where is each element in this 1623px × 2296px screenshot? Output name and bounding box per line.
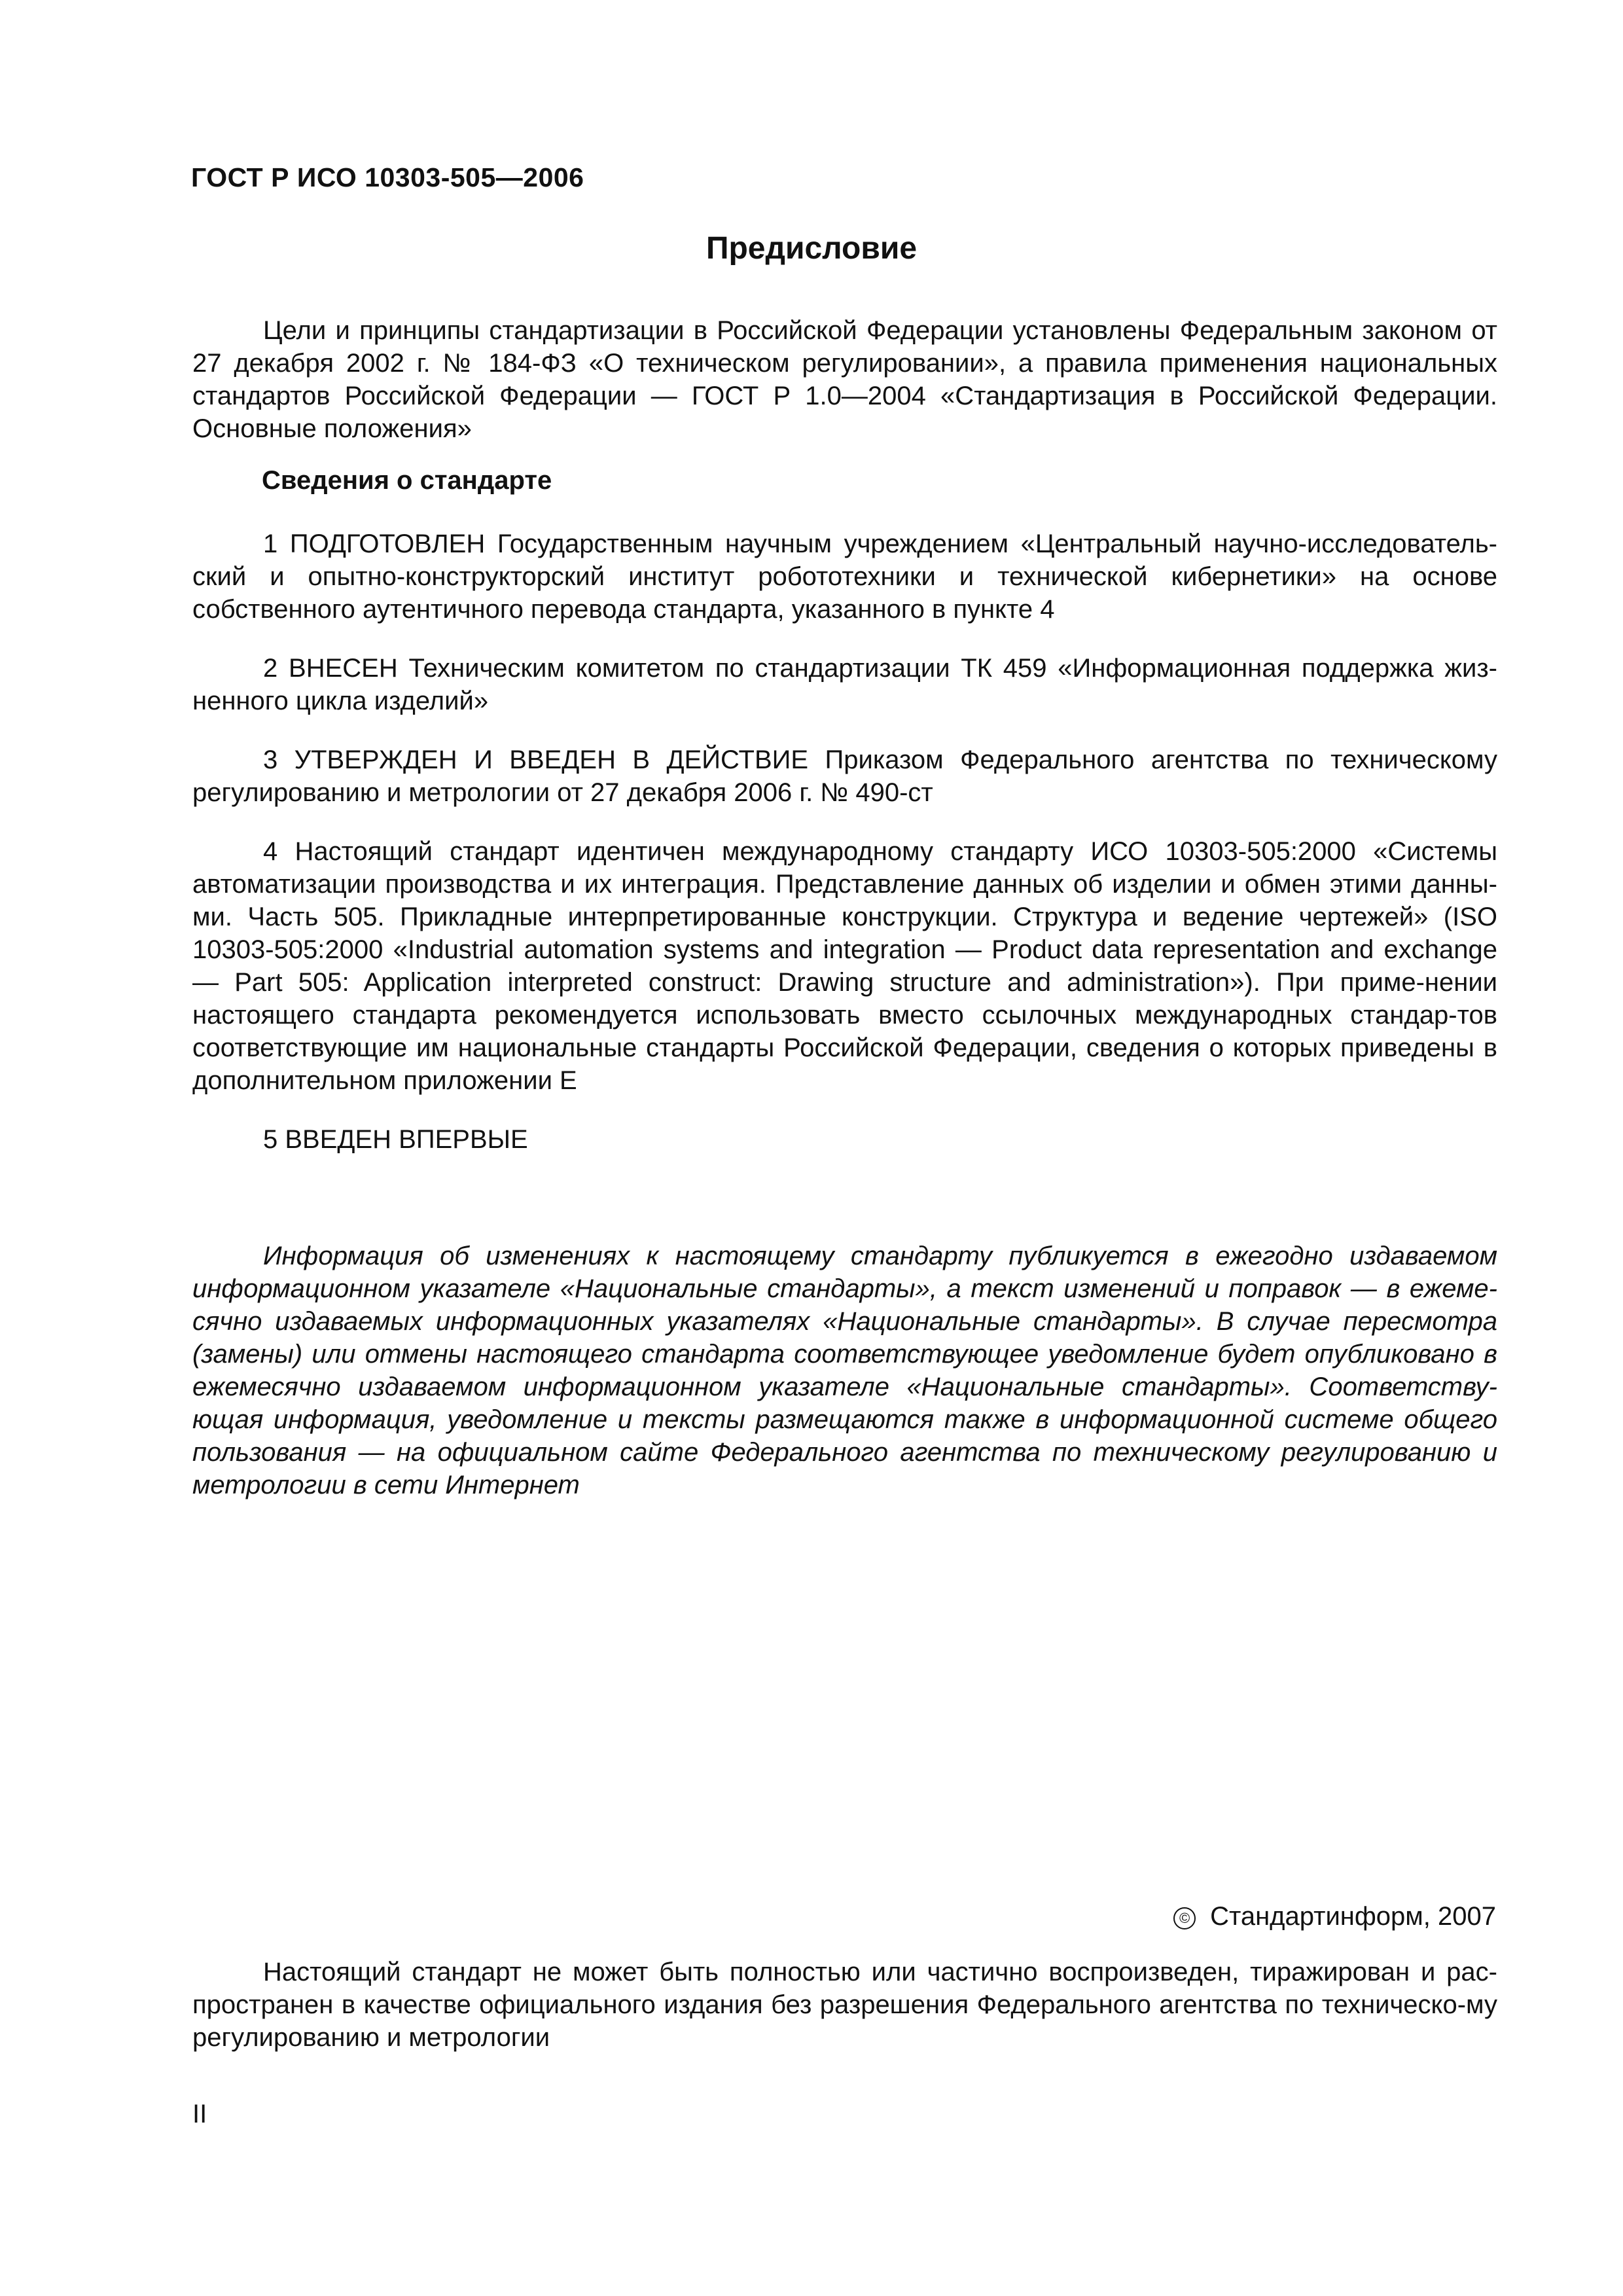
reproduction-restriction: Настоящий стандарт не может быть полностью или частично воспроизведен, тиражирован и рас-пространен в качестве официального издания без разрешения Федерального агентства по техническо-му регулированию и метрологии bbox=[192, 1958, 1497, 2052]
list-item-1: 1 ПОДГОТОВЛЕН Государственным научным учреждением «Центральный научно-исследователь-ский и опытно-конструкторский институт робототехники и технической кибернетики» на основе собственного аутентичного перевода стандарта, указанного в пункте 4 bbox=[192, 529, 1497, 624]
copyright-text: Стандартинформ, 2007 bbox=[1210, 1902, 1496, 1931]
list-item-2: 2 ВНЕСЕН Техническим комитетом по стандартизации ТК 459 «Информационная поддержка жиз-ненного цикла изделий» bbox=[192, 654, 1497, 715]
section-heading: Сведения о стандарте bbox=[262, 466, 552, 495]
page-number: II bbox=[192, 2100, 207, 2128]
page-title: Предисловие bbox=[705, 231, 918, 266]
copyright-icon: © bbox=[1173, 1907, 1196, 1929]
list-item-5: 5 ВВЕДЕН ВПЕРВЫЕ bbox=[263, 1125, 528, 1154]
document-code: ГОСТ Р ИСО 10303-505—2006 bbox=[191, 162, 584, 192]
copyright-line bbox=[1173, 1902, 1496, 1931]
list-item-4: 4 Настоящий стандарт идентичен международному стандарту ИСО 10303-505:2000 «Системы автоматизации производства и их интеграция. Представление данных об изделии и обмен этими данны-ми. Часть 505. Прикладные интерпретированные конструкции. Структура и ведение чертежей» (ISO 10303-505:2000 «Industrial automation systems and integration — Product data representation and exchange — Part 505: Application interpreted construct: Drawing structure and administration»). При приме-нении настоящего стандарта рекомендуется использовать вместо ссылочных международных стандар-тов соответствующие им национальные стандарты Российской Федерации, сведения о которых приведены в дополнительном приложении Е bbox=[192, 837, 1497, 1095]
amendments-notice: Информация об изменениях к настоящему стандарту публикуется в ежегодно издаваемом информационном указателе «Национальные стандарты», а текст изменений и поправок — в ежеме-сячно издаваемых информационных указателях «Национальные стандарты». В случае пересмотра (замены) или отмены настоящего стандарта соответствующее уведомление будет опубликовано в ежемесячно издаваемом информационном указателе «Национальные стандарты». Соответству-ющая информация, уведомление и тексты размещаются также в информационной системе общего пользования — на официальном сайте Федерального агентства по техническому регулированию и метрологии в сети Интернет bbox=[192, 1242, 1497, 1499]
list-item-3: 3 УТВЕРЖДЕН И ВВЕДЕН В ДЕЙСТВИЕ Приказом Федерального агентства по техническому регулированию и метрологии от 27 декабря 2006 г. № 490-ст bbox=[192, 745, 1497, 807]
preface-intro-paragraph: Цели и принципы стандартизации в Российской Федерации установлены Федеральным законом от 27 декабря 2002 г. № 184-ФЗ «О техническом регулировании», а правила применения национальных стандартов Российской Федерации — ГОСТ Р 1.0—2004 «Стандартизация в Российской Федерации. Основные положения» bbox=[192, 316, 1497, 443]
